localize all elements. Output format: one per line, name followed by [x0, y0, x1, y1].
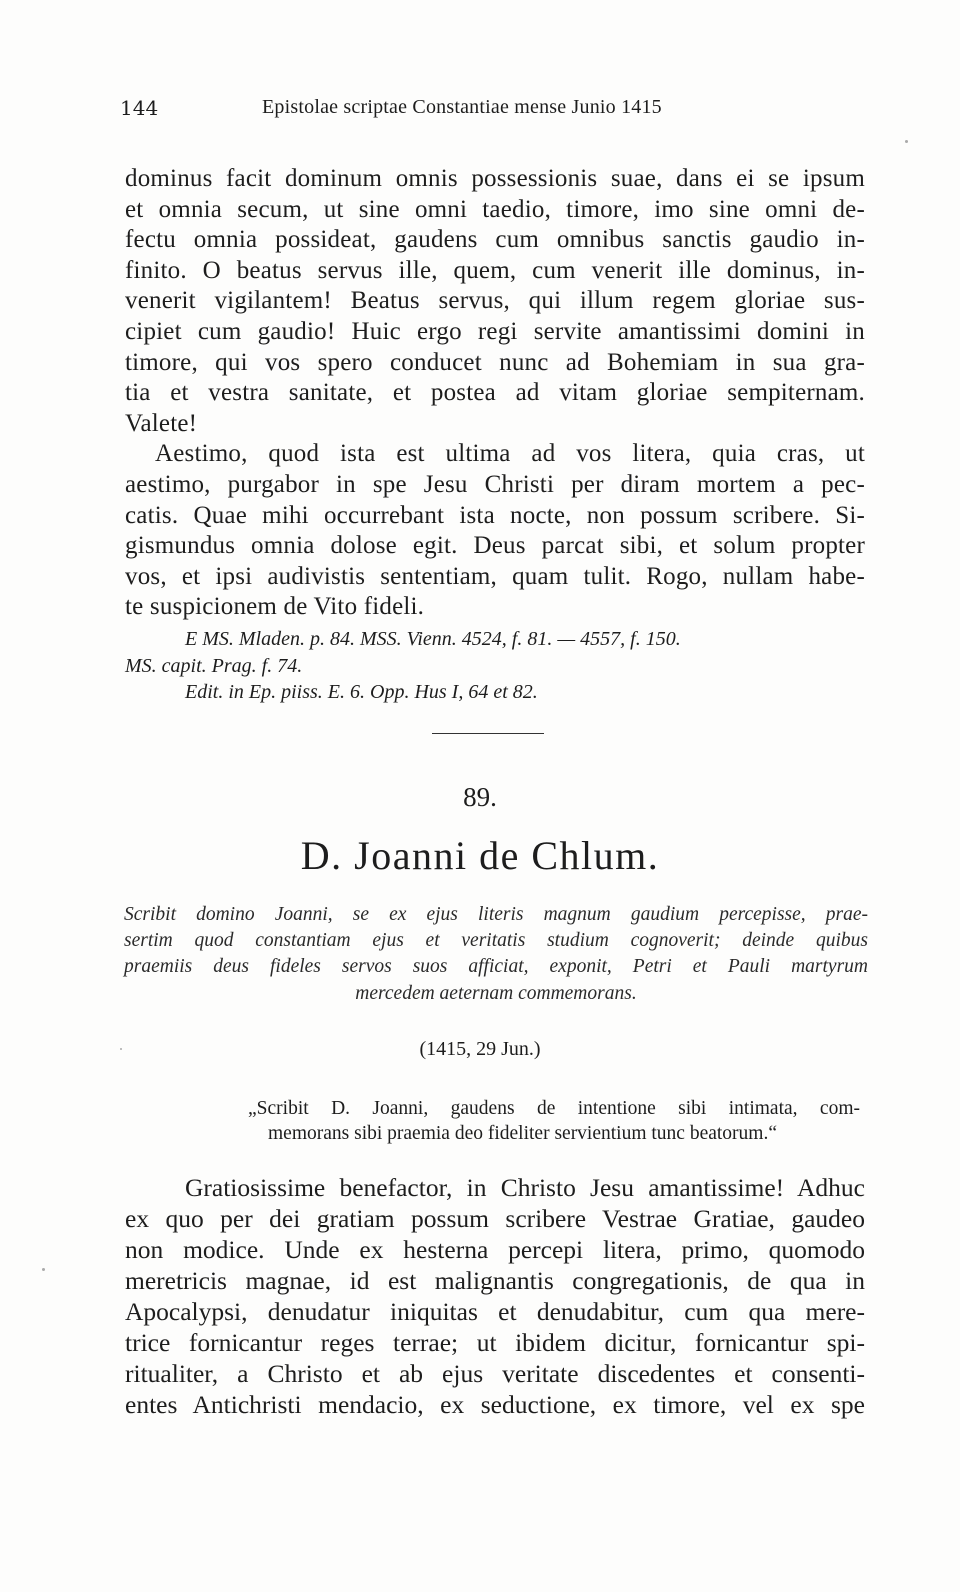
- paper-speck: [42, 1268, 45, 1271]
- text-line: non modice. Unde ex hesterna percepi litera, primo, quomodo: [125, 1235, 865, 1264]
- letter-body: [125, 1172, 865, 1420]
- paper-speck: [120, 1048, 122, 1050]
- text-line: Valete!: [125, 409, 198, 437]
- text-line: venerit vigilantem! Beatus servus, qui illum regem gloriae sus-: [125, 287, 865, 315]
- text-line: tia et vestra sanitate, et postea ad vitam gloriae sempiternam.: [125, 379, 865, 407]
- section-divider: [432, 733, 544, 734]
- letter-summary: [124, 902, 868, 1007]
- letter-title: D. Joanni de Chlum.: [300, 833, 660, 878]
- text-line: vos, et ipsi audivistis sententiam, quam tulit. Rogo, nullam habe-: [125, 562, 865, 590]
- running-title: Epistolae scriptae Constantiae mense Junio 1415: [262, 96, 662, 118]
- source-references: [125, 626, 865, 706]
- text-line: ritualiter, a Christo et ab ejus veritate discedentes et consenti-: [125, 1359, 865, 1388]
- text-line: fectu omnia possideat, gaudens cum omnibus sanctis gaudio in-: [125, 226, 865, 254]
- summary-line: Scribit domino Joanni, se ex ejus literis magnum gaudium percepisse, prae-: [124, 904, 868, 925]
- text-line: ex quo per dei gratiam possum scribere Vestrae Gratiae, gaudeo: [125, 1204, 865, 1233]
- text-line: te suspicionem de Vito fideli.: [125, 593, 425, 621]
- text-line: finito. O beatus servus ille, quem, cum venerit ille dominus, in-: [125, 256, 865, 284]
- letter-incipit: [248, 1096, 860, 1146]
- text-line: gismundus omnia dolose egit. Deus parcat sibi, et solum propter: [125, 532, 865, 560]
- letter-date: (1415, 29 Jun.): [419, 1038, 541, 1060]
- text-line: Apocalypsi, denudatur iniquitas et denudabitur, cum qua mere-: [125, 1297, 865, 1326]
- source-line: E MS. Mladen. p. 84. MSS. Vienn. 4524, f. 81. — 4557, f. 150.: [185, 628, 681, 650]
- text-line: dominus facit dominum omnis possessionis suae, dans ei se ipsum: [125, 165, 865, 192]
- paper-speck: [905, 140, 908, 143]
- summary-line: sertim quod constantiam ejus et veritatis studium cognoverit; deinde quibus: [124, 930, 868, 952]
- text-line: et omnia secum, ut sine omni taedio, timore, imo sine omni de-: [125, 195, 865, 223]
- text-line: trice fornicantur reges terrae; ut ibidem dicitur, fornicantur spi-: [125, 1328, 865, 1357]
- text-line: meretricis magnae, id est malignantis congregationis, de qua in: [125, 1266, 865, 1295]
- text-line: Gratiosissime benefactor, in Christo Jesu amantissime! Adhuc: [185, 1173, 865, 1202]
- incipit-line: memorans sibi praemia deo fideliter servientium tunc beatorum.“: [268, 1123, 777, 1144]
- running-header: [120, 96, 860, 122]
- text-line: entes Antichristi mendacio, ex seductione, ex timore, vel ex spe: [125, 1390, 865, 1419]
- letter-number: 89.: [463, 782, 497, 812]
- source-line: Edit. in Ep. piiss. E. 6. Opp. Hus I, 64 et 82.: [185, 681, 538, 703]
- text-line: aestimo, purgabor in spe Jesu Christi per diram mortem a pec-: [125, 470, 865, 498]
- summary-line: praemiis deus fideles servos suos afficiat, exponit, Petri et Pauli martyrum: [124, 956, 868, 978]
- text-line: cipiet cum gaudio! Huic ergo regi servite amantissimi domini in: [125, 317, 865, 345]
- continuation-text: [125, 164, 865, 623]
- summary-line: mercedem aeternam commemorans.: [355, 982, 637, 1004]
- page-number: 144: [120, 96, 159, 120]
- text-line: timore, qui vos spero conducet nunc ad Bohemiam in sua gra-: [125, 348, 865, 376]
- incipit-line: „Scribit D. Joanni, gaudens de intentione sibi intimata, com-: [248, 1098, 860, 1119]
- source-line: MS. capit. Prag. f. 74.: [125, 654, 303, 677]
- text-line: catis. Quae mihi occurrebant ista nocte, non possum scribere. Si-: [125, 501, 865, 529]
- text-line: Aestimo, quod ista est ultima ad vos litera, quia cras, ut: [155, 440, 865, 468]
